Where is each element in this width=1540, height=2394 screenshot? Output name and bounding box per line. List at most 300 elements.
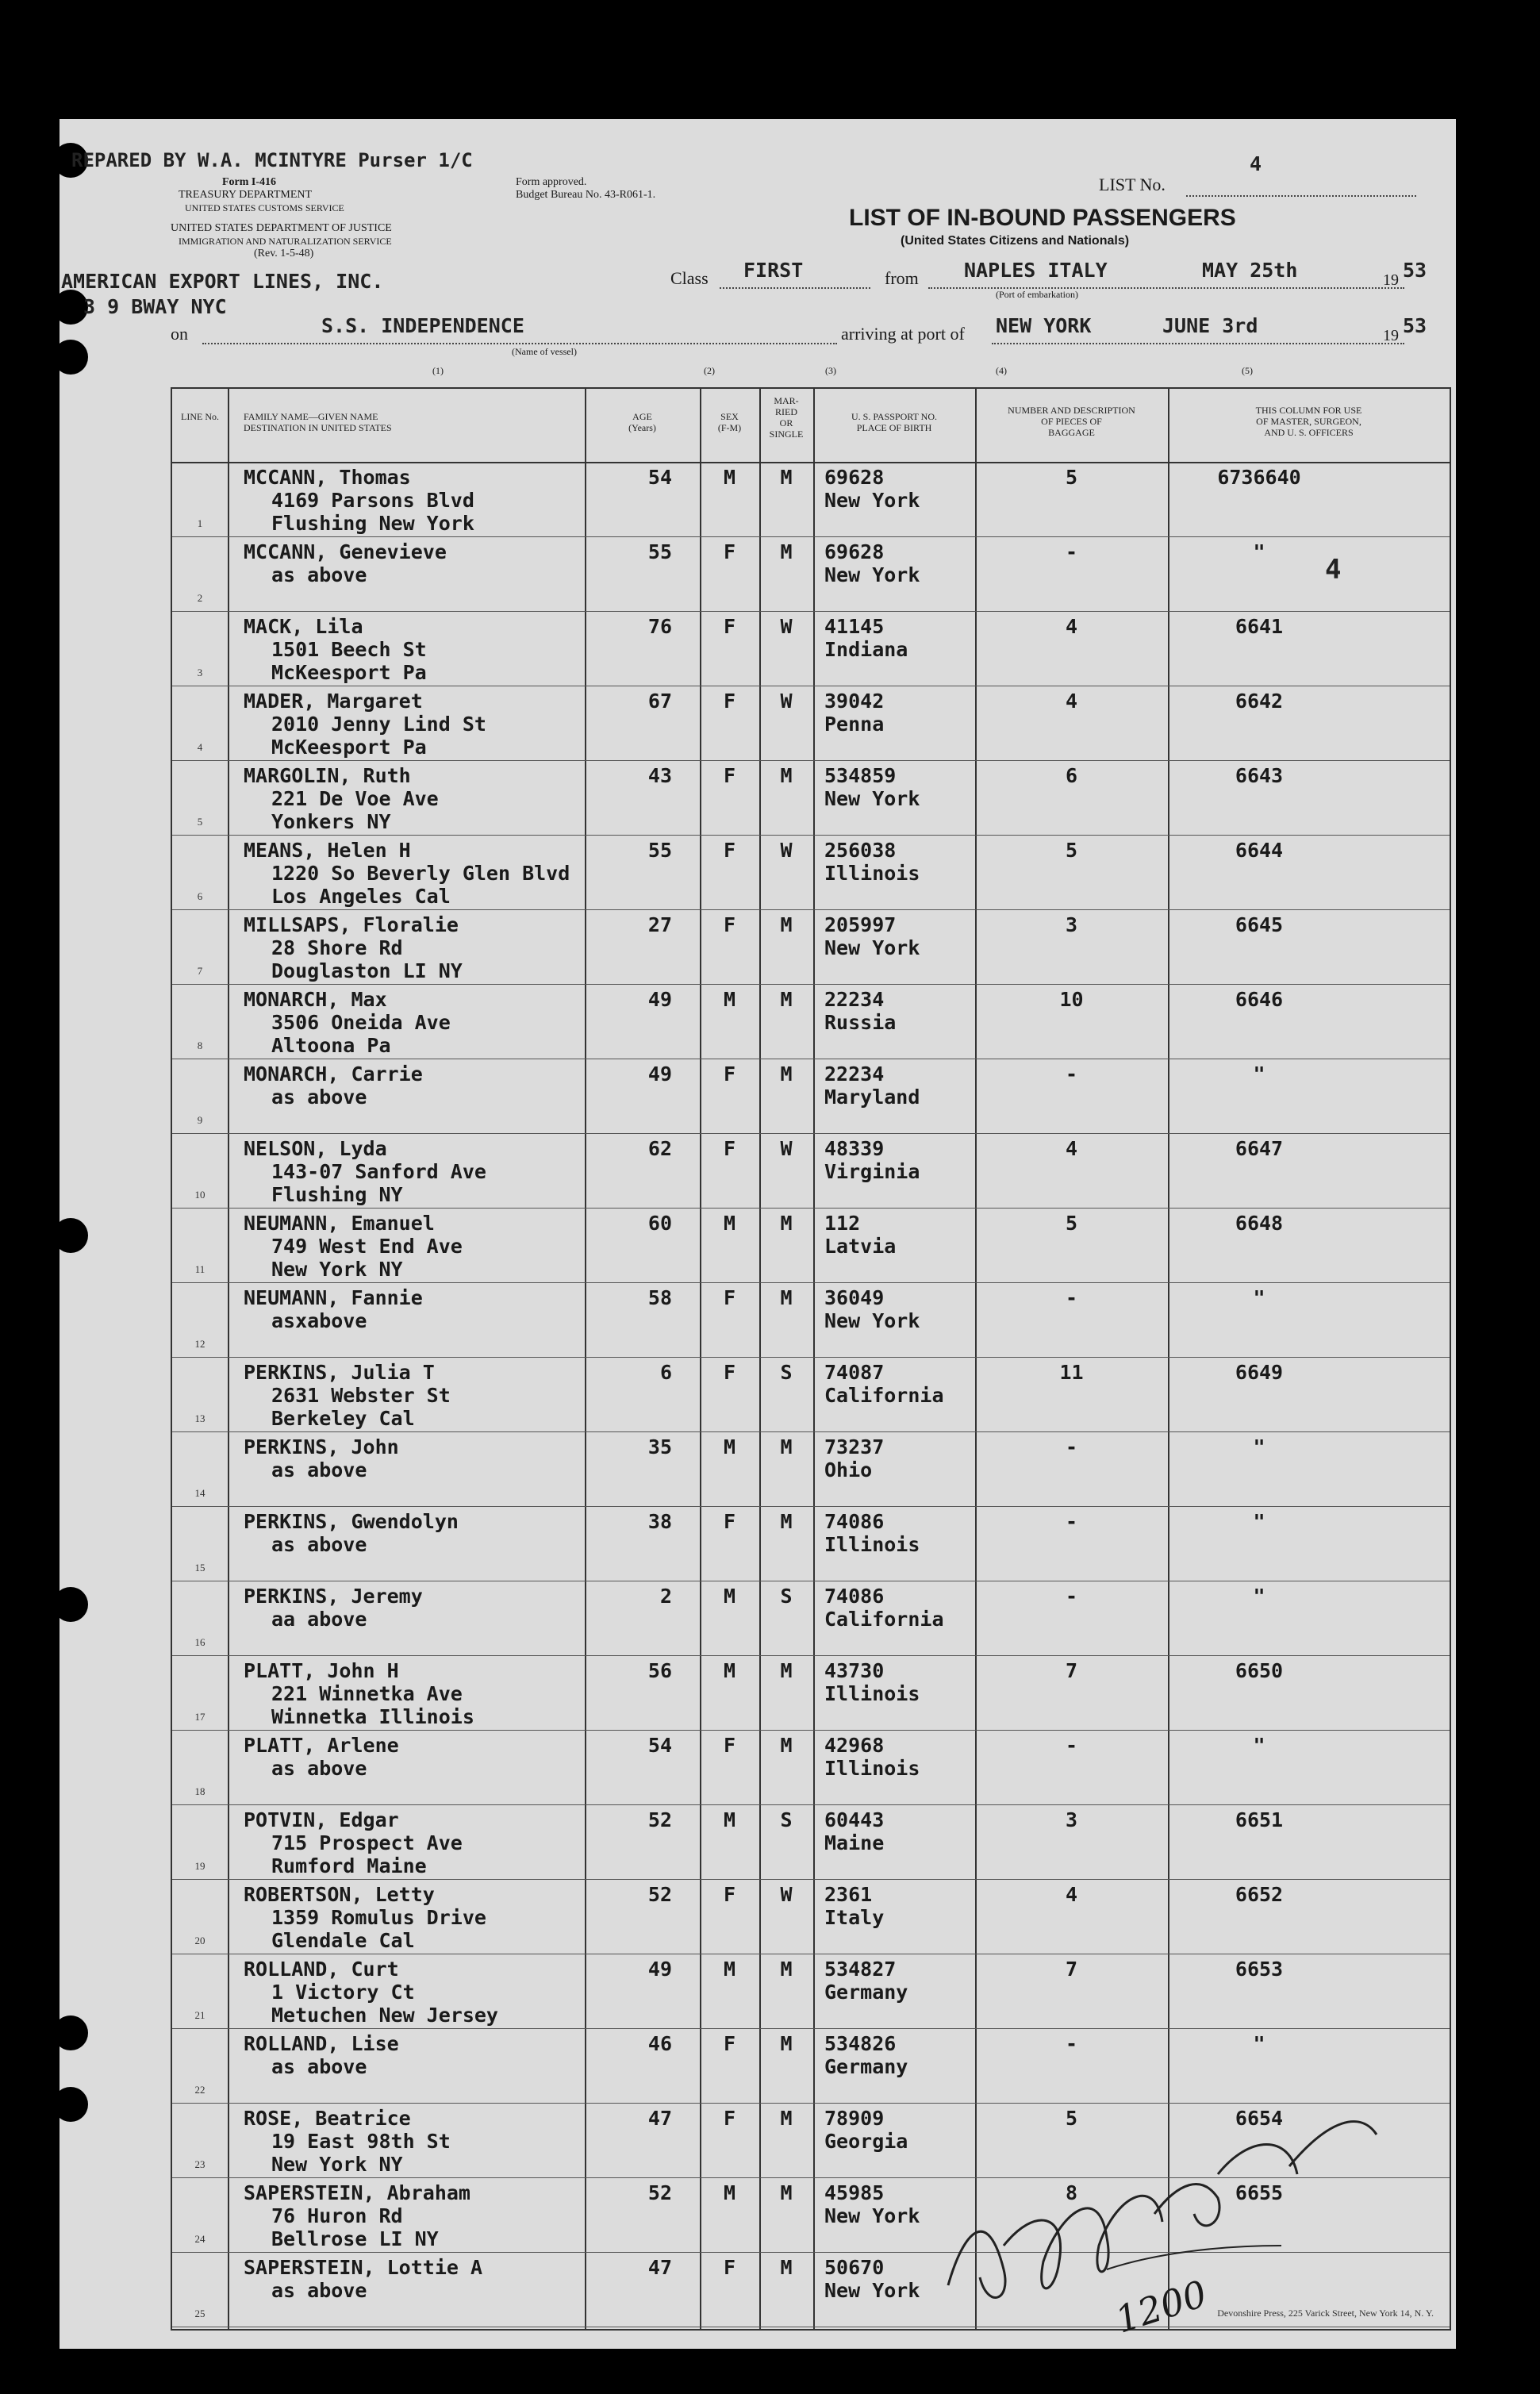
line-number: 10 (194, 1189, 205, 1201)
table-row (172, 1655, 1450, 1731)
sex: M (723, 2181, 736, 2204)
passport-number: 112 (824, 1212, 861, 1235)
col-num-4: (4) (996, 365, 1007, 376)
address-line-2: Winnetka Illinois (271, 1705, 474, 1728)
manifest-title: LIST OF IN-BOUND PASSENGERS (849, 205, 1236, 231)
arrival-year: 53 (1403, 314, 1427, 337)
passenger-name: MEANS, Helen H (244, 839, 411, 862)
officer-number: " (1253, 1510, 1265, 1533)
table-row (172, 1431, 1450, 1507)
address-line-1: 2010 Jenny Lind St (271, 713, 486, 736)
officer-number: 6647 (1235, 1137, 1284, 1160)
place-of-birth: California (824, 1384, 944, 1407)
sex: F (723, 1883, 736, 1906)
line-number: 4 (197, 741, 203, 753)
sex: F (723, 1734, 736, 1757)
place-of-birth: New York (824, 936, 920, 959)
budget-bureau: Budget Bureau No. 43-R061-1. (516, 189, 656, 201)
sex: M (723, 1585, 736, 1608)
passport-number: 256038 (824, 839, 897, 862)
arriving-label: arriving at port of (841, 324, 965, 344)
address-line-1: 715 Prospect Ave (271, 1831, 463, 1854)
doj: UNITED STATES DEPARTMENT OF JUSTICE (171, 222, 392, 234)
age: 52 (647, 2181, 672, 2204)
place-of-birth: Illinois (824, 862, 920, 885)
baggage-count: 8 (1065, 2181, 1078, 2204)
address-line-1: aa above (271, 1608, 367, 1631)
company-address: 3 9 BWAY NYC (83, 295, 227, 318)
address-line-1: 143-07 Sanford Ave (271, 1160, 486, 1183)
age: 49 (647, 988, 672, 1011)
address-line-2: Glendale Cal (271, 1929, 415, 1952)
baggage-count: - (1065, 1286, 1078, 1309)
col-head-name: FAMILY NAME—GIVEN NAME DESTINATION IN UNITED STATES (244, 411, 392, 433)
age: 47 (647, 2256, 672, 2279)
sex: F (723, 2107, 736, 2130)
marital-status: M (780, 2256, 793, 2279)
line-number: 22 (194, 2084, 205, 2096)
passenger-name: MONARCH, Carrie (244, 1063, 423, 1086)
ins: IMMIGRATION AND NATURALIZATION SERVICE (179, 236, 392, 247)
sex: M (723, 988, 736, 1011)
passenger-name: NELSON, Lyda (244, 1137, 387, 1160)
address-line-1: 1359 Romulus Drive (271, 1906, 486, 1929)
baggage-count: 6 (1065, 764, 1078, 787)
baggage-count: 10 (1059, 988, 1084, 1011)
officer-number: 6648 (1235, 1212, 1284, 1235)
line-number: 24 (194, 2233, 205, 2245)
table-row (172, 611, 1450, 686)
passenger-name: NEUMANN, Emanuel (244, 1212, 435, 1235)
table-row (172, 1954, 1450, 2029)
address-line-2: Yonkers NY (271, 810, 391, 833)
marital-status: W (780, 1883, 793, 1906)
class-label: Class (670, 268, 709, 288)
baggage-count: 4 (1065, 1137, 1078, 1160)
marital-status: M (780, 1659, 793, 1682)
year-prefix-1: 19 (1383, 271, 1399, 289)
line-number: 23 (194, 2158, 205, 2170)
line-number: 12 (194, 1338, 205, 1350)
address-line-1: as above (271, 1086, 367, 1109)
table-row (172, 462, 1450, 537)
officer-number: " (1253, 1585, 1265, 1608)
treasury-dept: TREASURY DEPARTMENT (179, 189, 313, 201)
line-number: 7 (197, 965, 203, 977)
officer-number: 6736640 (1217, 466, 1301, 489)
col-num-3: (3) (825, 365, 836, 376)
age: 54 (647, 466, 672, 489)
sex: F (723, 1510, 736, 1533)
arrival-line (992, 343, 1404, 344)
place-of-birth: Germany (824, 1981, 908, 2004)
from-label: from (885, 268, 919, 288)
place-of-birth: Illinois (824, 1533, 920, 1556)
marital-status: M (780, 1286, 793, 1309)
place-of-birth: Illinois (824, 1757, 920, 1780)
address-line-2: Flushing New York (271, 512, 474, 535)
place-of-birth: New York (824, 489, 920, 512)
age: 35 (647, 1435, 672, 1458)
departure-date: MAY 25th (1202, 259, 1298, 282)
address-line-2: Altoona Pa (271, 1034, 391, 1057)
passport-number: 39042 (824, 690, 885, 713)
from-port: NAPLES ITALY (964, 259, 1108, 282)
passport-number: 205997 (824, 913, 897, 936)
table-row (172, 686, 1450, 761)
sex: M (723, 1659, 736, 1682)
address-line-1: 4169 Parsons Blvd (271, 489, 474, 512)
list-no-line (1186, 195, 1416, 197)
passport-number: 22234 (824, 1063, 885, 1086)
officer-number: 6650 (1235, 1659, 1284, 1682)
place-of-birth: Virginia (824, 1160, 920, 1183)
binder-hole (53, 1218, 88, 1253)
passenger-name: SAPERSTEIN, Lottie A (244, 2256, 483, 2279)
marital-status: W (780, 615, 793, 638)
baggage-count: 4 (1065, 690, 1078, 713)
table-row (172, 984, 1450, 1059)
address-line-1: 76 Huron Rd (271, 2204, 403, 2227)
baggage-count: 5 (1065, 839, 1078, 862)
address-line-1: 221 De Voe Ave (271, 787, 439, 810)
marital-status: M (780, 988, 793, 1011)
address-line-1: as above (271, 2279, 367, 2302)
binder-hole (53, 1587, 88, 1622)
marital-status: W (780, 1137, 793, 1160)
officer-number: " (1253, 1063, 1265, 1086)
place-of-birth: Ohio (824, 1458, 873, 1481)
baggage-count: - (1065, 1435, 1078, 1458)
baggage-count: - (1065, 1510, 1078, 1533)
sex: M (723, 1212, 736, 1235)
passport-number: 74086 (824, 1585, 885, 1608)
table-row (172, 909, 1450, 985)
form-approved: Form approved. (516, 176, 587, 188)
sex: F (723, 913, 736, 936)
passenger-name: MILLSAPS, Floralie (244, 913, 459, 936)
baggage-count: 5 (1065, 466, 1078, 489)
passport-number: 69628 (824, 466, 885, 489)
passport-number: 74086 (824, 1510, 885, 1533)
age: 6 (659, 1361, 672, 1384)
list-no-value: 4 (1250, 152, 1262, 175)
address-line-1: 28 Shore Rd (271, 936, 403, 959)
marital-status: M (780, 1958, 793, 1981)
passport-number: 41145 (824, 615, 885, 638)
passenger-name: MADER, Margaret (244, 690, 423, 713)
address-line-2: New York NY (271, 2153, 403, 2176)
passenger-name: PERKINS, Jeremy (244, 1585, 423, 1608)
officer-number: " (1253, 1734, 1265, 1757)
binder-hole (53, 2015, 88, 2050)
place-of-birth: Penna (824, 713, 885, 736)
baggage-count: - (1065, 2032, 1078, 2055)
table-row (172, 760, 1450, 836)
passenger-name: ROSE, Beatrice (244, 2107, 411, 2130)
baggage-count: 7 (1065, 1659, 1078, 1682)
passenger-name: NEUMANN, Fannie (244, 1286, 423, 1309)
sex: M (723, 1808, 736, 1831)
passenger-name: MONARCH, Max (244, 988, 387, 1011)
passenger-name: ROLLAND, Lise (244, 2032, 399, 2055)
table-row (172, 1208, 1450, 1283)
col-head-sex: SEX (F-M) (717, 411, 742, 433)
table-row (172, 1506, 1450, 1581)
passenger-table (171, 387, 1451, 2331)
passport-number: 42968 (824, 1734, 885, 1757)
on-label: on (171, 324, 188, 344)
address-line-1: asxabove (271, 1309, 367, 1332)
binder-hole (53, 340, 88, 375)
address-line-2: Rumford Maine (271, 1854, 427, 1877)
sex: F (723, 1137, 736, 1160)
passport-number: 36049 (824, 1286, 885, 1309)
marital-status: S (780, 1361, 793, 1384)
age: 49 (647, 1063, 672, 1086)
age: 58 (647, 1286, 672, 1309)
place-of-birth: Germany (824, 2055, 908, 2078)
table-row (172, 1879, 1450, 1954)
col-head-line: LINE No. (181, 411, 219, 422)
baggage-count: 4 (1065, 615, 1078, 638)
passenger-name: PERKINS, Gwendolyn (244, 1510, 459, 1533)
age: 55 (647, 540, 672, 563)
passenger-name: MCCANN, Thomas (244, 466, 411, 489)
passenger-name: ROLLAND, Curt (244, 1958, 399, 1981)
age: 47 (647, 2107, 672, 2130)
port-embark-caption: (Port of embarkation) (996, 289, 1078, 300)
officer-number: 6651 (1235, 1808, 1284, 1831)
age: 43 (647, 764, 672, 787)
address-line-1: 1220 So Beverly Glen Blvd (271, 862, 570, 885)
page-mark: 4 (1325, 554, 1342, 586)
marital-status: M (780, 764, 793, 787)
prepared-by: REPARED BY W.A. MCINTYRE Purser 1/C (71, 149, 473, 171)
address-line-2: Los Angeles Cal (271, 885, 451, 908)
line-number: 2 (197, 592, 203, 604)
manifest-subtitle: (United States Citizens and Nationals) (901, 234, 1130, 248)
table-row (172, 1730, 1450, 1805)
age: 67 (647, 690, 672, 713)
marital-status: M (780, 1435, 793, 1458)
arrival-port: NEW YORK (996, 314, 1092, 337)
year-prefix-2: 19 (1383, 327, 1399, 344)
table-row (172, 1133, 1450, 1209)
passport-number: 69628 (824, 540, 885, 563)
marital-status: M (780, 1212, 793, 1235)
officer-number: " (1253, 1435, 1265, 1458)
passport-number: 22234 (824, 988, 885, 1011)
passport-number: 534859 (824, 764, 897, 787)
sex: M (723, 466, 736, 489)
officer-number: " (1253, 2032, 1265, 2055)
line-number: 9 (197, 1114, 203, 1126)
address-line-1: 3506 Oneida Ave (271, 1011, 451, 1034)
departure-year: 53 (1403, 259, 1427, 282)
officer-number: 6644 (1235, 839, 1284, 862)
address-line-1: 19 East 98th St (271, 2130, 451, 2153)
age: 56 (647, 1659, 672, 1682)
passport-number: 2361 (824, 1883, 873, 1906)
table-row (172, 1059, 1450, 1134)
marital-status: M (780, 540, 793, 563)
address-line-1: as above (271, 1458, 367, 1481)
address-line-2: Berkeley Cal (271, 1407, 415, 1430)
baggage-count: - (1065, 540, 1078, 563)
marital-status: W (780, 690, 793, 713)
passport-number: 43730 (824, 1659, 885, 1682)
sex: M (723, 1958, 736, 1981)
sex: F (723, 839, 736, 862)
sex: F (723, 764, 736, 787)
age: 76 (647, 615, 672, 638)
age: 52 (647, 1808, 672, 1831)
officer-number: 6643 (1235, 764, 1284, 787)
place-of-birth: Russia (824, 1011, 897, 1034)
marital-status: M (780, 913, 793, 936)
address-line-2: McKeesport Pa (271, 661, 427, 684)
marital-status: S (780, 1808, 793, 1831)
address-line-2: Metuchen New Jersey (271, 2004, 498, 2027)
sex: F (723, 1361, 736, 1384)
address-line-2: New York NY (271, 1258, 403, 1281)
place-of-birth: Indiana (824, 638, 908, 661)
age: 55 (647, 839, 672, 862)
arrival-date: JUNE 3rd (1162, 314, 1258, 337)
class-value: FIRST (743, 259, 804, 282)
age: 27 (647, 913, 672, 936)
manifest-sheet (60, 119, 1456, 2349)
place-of-birth: New York (824, 2279, 920, 2302)
company-name: AMERICAN EXPORT LINES, INC. (61, 270, 384, 293)
line-number: 21 (194, 2009, 205, 2021)
address-line-1: 1501 Beech St (271, 638, 427, 661)
marital-status: M (780, 1734, 793, 1757)
passport-number: 48339 (824, 1137, 885, 1160)
passport-number: 50670 (824, 2256, 885, 2279)
officer-number: 6655 (1235, 2181, 1284, 2204)
line-number: 19 (194, 1860, 205, 1872)
officer-number: 6649 (1235, 1361, 1284, 1384)
col-num-2: (2) (704, 365, 715, 376)
marital-status: M (780, 2181, 793, 2204)
baggage-count: - (1065, 1063, 1078, 1086)
address-line-2: McKeesport Pa (271, 736, 427, 759)
table-row (172, 1282, 1450, 1358)
form-number: Form I-416 (222, 176, 277, 188)
address-line-1: as above (271, 2055, 367, 2078)
sex: M (723, 1435, 736, 1458)
address-line-2: Bellrose LI NY (271, 2227, 439, 2250)
passport-number: 534826 (824, 2032, 897, 2055)
line-number: 3 (197, 667, 203, 678)
age: 54 (647, 1734, 672, 1757)
col-head-passport: U. S. PASSPORT NO. PLACE OF BIRTH (851, 411, 937, 433)
vessel-caption: (Name of vessel) (512, 346, 577, 357)
binder-hole (53, 2087, 88, 2122)
table-row (172, 1581, 1450, 1656)
place-of-birth: New York (824, 563, 920, 586)
place-of-birth: California (824, 1608, 944, 1631)
line-number: 5 (197, 816, 203, 828)
passport-number: 73237 (824, 1435, 885, 1458)
table-row (172, 835, 1450, 910)
address-line-2: Flushing NY (271, 1183, 403, 1206)
customs-service: UNITED STATES CUSTOMS SERVICE (185, 202, 344, 213)
revision: (Rev. 1-5-48) (254, 248, 314, 259)
address-line-1: 2631 Webster St (271, 1384, 451, 1407)
passenger-name: PLATT, Arlene (244, 1734, 399, 1757)
col-head-married: MAR- RIED OR SINGLE (769, 395, 804, 440)
place-of-birth: Italy (824, 1906, 885, 1929)
passenger-name: PLATT, John H (244, 1659, 399, 1682)
officer-number: " (1253, 540, 1265, 563)
marital-status: M (780, 2107, 793, 2130)
signature-mark: 1200 (1110, 2272, 1212, 2342)
table-row (172, 536, 1450, 612)
col-head-baggage: NUMBER AND DESCRIPTION OF PIECES OF BAGGAGE (1008, 405, 1135, 438)
passenger-name: MARGOLIN, Ruth (244, 764, 411, 787)
line-number: 20 (194, 1935, 205, 1946)
table-row (172, 1804, 1450, 1880)
baggage-count: 7 (1065, 1958, 1078, 1981)
address-line-1: as above (271, 1757, 367, 1780)
baggage-count: 11 (1059, 1361, 1084, 1384)
marital-status: S (780, 1585, 793, 1608)
baggage-count: 3 (1065, 913, 1078, 936)
address-line-1: 1 Victory Ct (271, 1981, 415, 2004)
sex: F (723, 2256, 736, 2279)
address-line-2: Douglaston LI NY (271, 959, 463, 982)
place-of-birth: Georgia (824, 2130, 908, 2153)
place-of-birth: Maryland (824, 1086, 920, 1109)
officer-number: 6653 (1235, 1958, 1284, 1981)
officer-number: 6645 (1235, 913, 1284, 936)
sex: F (723, 1286, 736, 1309)
line-number: 6 (197, 890, 203, 902)
sex: F (723, 2032, 736, 2055)
age: 52 (647, 1883, 672, 1906)
vessel-name: S.S. INDEPENDENCE (321, 314, 524, 337)
line-number: 11 (194, 1263, 205, 1275)
baggage-count: 3 (1065, 1808, 1078, 1831)
col-head-age: AGE (Years) (628, 411, 656, 433)
line-number: 18 (194, 1785, 205, 1797)
passenger-name: MACK, Lila (244, 615, 363, 638)
address-line-1: as above (271, 563, 367, 586)
line-number: 17 (194, 1711, 205, 1723)
passport-number: 534827 (824, 1958, 897, 1981)
baggage-count: 4 (1065, 1883, 1078, 1906)
officer-number: " (1253, 1286, 1265, 1309)
class-line (720, 287, 870, 289)
passenger-name: PERKINS, Julia T (244, 1361, 435, 1384)
list-no-label: LIST No. (1099, 175, 1166, 194)
officer-number: 6646 (1235, 988, 1284, 1011)
place-of-birth: Latvia (824, 1235, 897, 1258)
line-number: 15 (194, 1562, 205, 1574)
marital-status: M (780, 2032, 793, 2055)
marital-status: W (780, 839, 793, 862)
place-of-birth: New York (824, 787, 920, 810)
passport-number: 60443 (824, 1808, 885, 1831)
baggage-count: 5 (1065, 1212, 1078, 1235)
col-head-officers: THIS COLUMN FOR USE OF MASTER, SURGEON, AND U. S. OFFICERS (1255, 405, 1362, 438)
address-line-1: 749 West End Ave (271, 1235, 463, 1258)
place-of-birth: New York (824, 1309, 920, 1332)
address-line-1: 221 Winnetka Ave (271, 1682, 463, 1705)
